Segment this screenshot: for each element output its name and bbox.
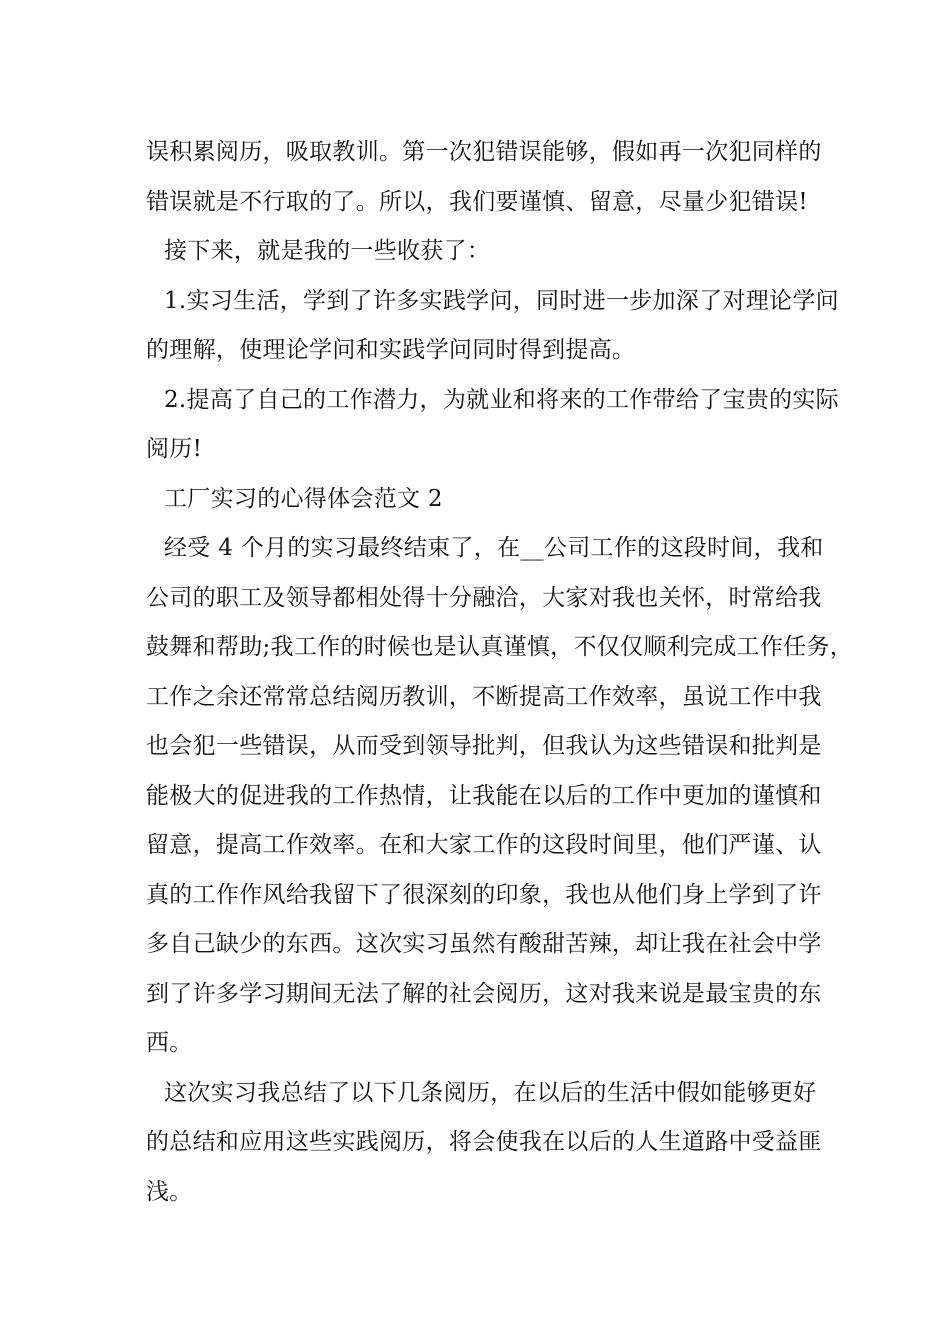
body-line: 鼓舞和帮助;我工作的时候也是认真谨慎，不仅仅顺利完成工作任务， [146,634,854,660]
body-line: 的总结和应用这些实践阅历，将会使我在以后的人生道路中受益匪 [146,1129,822,1155]
body-line: 留意，提高工作效率。在和大家工作的这段时间里，他们严谨、认 [146,832,822,858]
body-line: 这次实习我总结了以下几条阅历，在以后的生活中假如能够更好 [164,1079,817,1106]
body-line: 阅历! [146,436,203,462]
document-body [146,128,854,1217]
body-line: 的理解，使理论学问和实践学问同时得到提高。 [146,337,636,363]
body-line: 浅。 [146,1178,193,1205]
body-line: 到了许多学习期间无法了解的社会阅历，这对我来说是最宝贵的东 [146,980,822,1007]
body-line: 接下来，就是我的一些收获了： [164,238,491,264]
section-heading: 工厂实习的心得体会范文 2 [164,485,443,512]
body-line: 误积累阅历，吸取教训。第一次犯错误能够，假如再一次犯同样的 [146,139,822,165]
body-line: 多自己缺少的东西。这次实习虽然有酸甜苦辣，却让我在社会中学 [146,931,822,957]
body-line: 西。 [146,1030,193,1056]
body-line: 能极大的促进我的工作热情，让我能在以后的工作中更加的谨慎和 [146,782,822,809]
body-line: 1.实习生活，学到了许多实践学问，同时进一步加深了对理论学问 [164,287,839,314]
body-line: 真的工作作风给我留下了很深刻的印象，我也从他们身上学到了许 [146,881,822,908]
body-line: 经受 4 个月的实习最终结束了，在__公司工作的这段时间，我和 [164,535,824,561]
body-line: 工作之余还常常总结阅历教训，不断提高工作效率，虽说工作中我 [146,683,822,710]
body-line: 公司的职工及领导都相处得十分融洽，大家对我也关怀，时常给我 [146,584,822,611]
body-line: 错误就是不行取的了。所以，我们要谨慎、留意，尽量少犯错误! [146,188,808,215]
body-line: 2.提高了自己的工作潜力，为就业和将来的工作带给了宝贵的实际 [164,386,839,413]
body-line: 也会犯一些错误，从而受到领导批判，但我认为这些错误和批判是 [146,733,822,759]
